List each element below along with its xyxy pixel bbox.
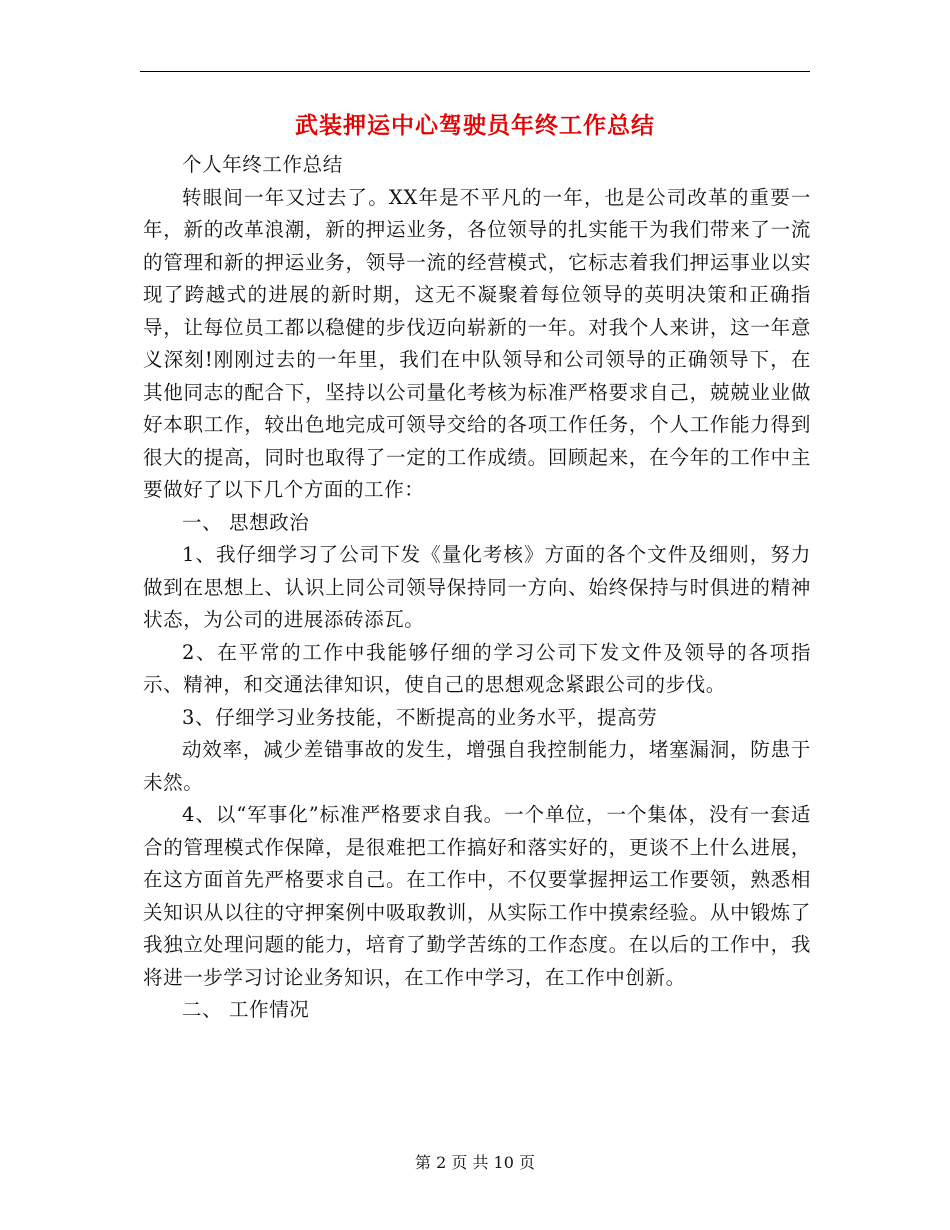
header-rule [140,71,810,72]
paragraph-item-2: 2、在平常的工作中我能够仔细的学习公司下发文件及领导的各项指示、精神，和交通法律知识，使自己的思想观念紧跟公司的步伐。 [143,640,811,696]
paragraph-item-4: 4、以“军事化”标准严格要求自我。一个单位，一个集体，没有一套适合的管理模式作保障，是很难把工作搞好和落实好的，更谈不上什么进展，在这方面首先严格要求自己。在工作中，不仅要掌握押运工作要领，熟悉相关知识从以往的守押案例中吸取教训，从实际工作中摸索经验。从中锻炼了我独立处理问题的能力，培育了勤学苦练的工作态度。在以后的工作中，我将进一步学习讨论业务知识，在工作中学习，在工作中创新。 [143,803,811,989]
section-heading-ideology: 一、 思想政治 [182,510,310,534]
document-body [143,149,811,1027]
paragraph-subtitle: 个人年终工作总结 [182,153,343,176]
paragraph-item-3-continued: 动效率，减少差错事故的发生，增强自我控制能力，堵塞漏洞，防患于未然。 [143,738,811,794]
paragraph-item-1: 1、我仔细学习了公司下发《量化考核》方面的各个文件及细则，努力做到在思想上、认识上同公司领导保持同一方向、始终保持与时俱进的精神状态，为公司的进展添砖添瓦。 [143,543,811,631]
paragraph-item-3: 3、仔细学习业务技能，不断提高的业务水平，提高劳 [182,705,658,729]
page-footer: 第 2 页 共 10 页 [415,1153,535,1172]
section-heading-work: 二、 工作情况 [182,998,310,1021]
paragraph-intro: 转眼间一年又过去了。XX年是不平凡的一年，也是公司改革的重要一年，新的改革浪潮，新的押运业务，各位领导的扎实能干为我们带来了一流的管理和新的押运业务，领导一流的经营模式，它标志着我们押运事业以实现了跨越式的进展的新时期，这无不凝聚着每位领导的英明决策和正确指导，让每位员工都以稳健的步伐迈向崭新的一年。对我个人来讲，这一年意义深刻!刚刚过去的一年里，我们在中队领导和公司领导的正确领导下，在其他同志的配合下，坚持以公司量化考核为标准严格要求自己，兢兢业业做好本职工作，较出色地完成可领导交给的各项工作任务，个人工作能力得到很大的提高，同时也取得了一定的工作成绩。回顾起来，在今年的工作中主要做好了以下几个方面的工作： [143,185,811,501]
document-title: 武装押运中心驾驶员年终工作总结 [295,113,655,139]
